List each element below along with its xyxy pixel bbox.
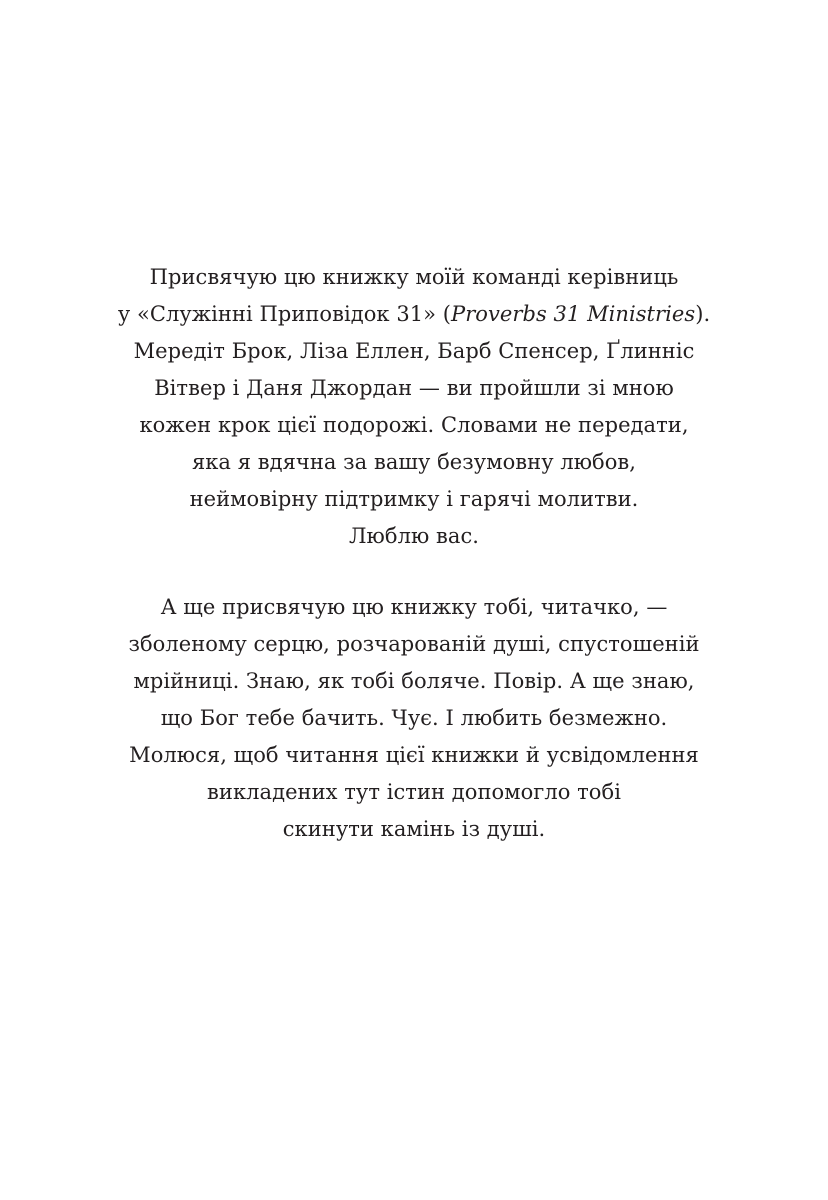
dedication-line: зболеному серцю, розчарованій душі, спустошеній [128, 632, 700, 656]
dedication-line: Мередіт Брок, Ліза Еллен, Барб Спенсер, Ґлинніс [133, 339, 695, 363]
dedication-line: А ще присвячую цю книжку тобі, читачко, — [160, 595, 668, 619]
dedication-line: кожен крок цієї подорожі. Словами не передати, [139, 413, 689, 437]
dedication-paragraph-team [0, 259, 828, 555]
ministry-name-italic: Proverbs 31 Ministries [451, 302, 696, 326]
dedication-line: Вітвер і Даня Джордан — ви пройшли зі мною [154, 376, 674, 400]
dedication-line: Присвячую цю книжку моїй команді керівниць [149, 265, 679, 289]
dedication-line: яка я вдячна за вашу безумовну любов, [191, 450, 637, 474]
dedication-line: Молюся, щоб читання цієї книжки й усвідомлення [129, 743, 699, 767]
dedication-line: неймовірну підтримку і гарячі молитви. [189, 487, 639, 511]
dedication-line: Люблю вас. [348, 524, 480, 548]
dedication-text: ). [695, 302, 711, 326]
dedication-line: викладених тут істин допомогло тобі [207, 780, 621, 804]
dedication-paragraph-reader [0, 589, 828, 848]
dedication-line: що Бог тебе бачить. Чує. І любить безмежно. [160, 706, 668, 730]
dedication-line: скинути камінь із душі. [282, 817, 546, 841]
dedication-text: у «Служінні Приповідок 31» ( [117, 302, 452, 326]
dedication-line [0, 296, 828, 333]
dedication-line: мрійниці. Знаю, як тобі боляче. Повір. А ще знаю, [133, 669, 695, 693]
